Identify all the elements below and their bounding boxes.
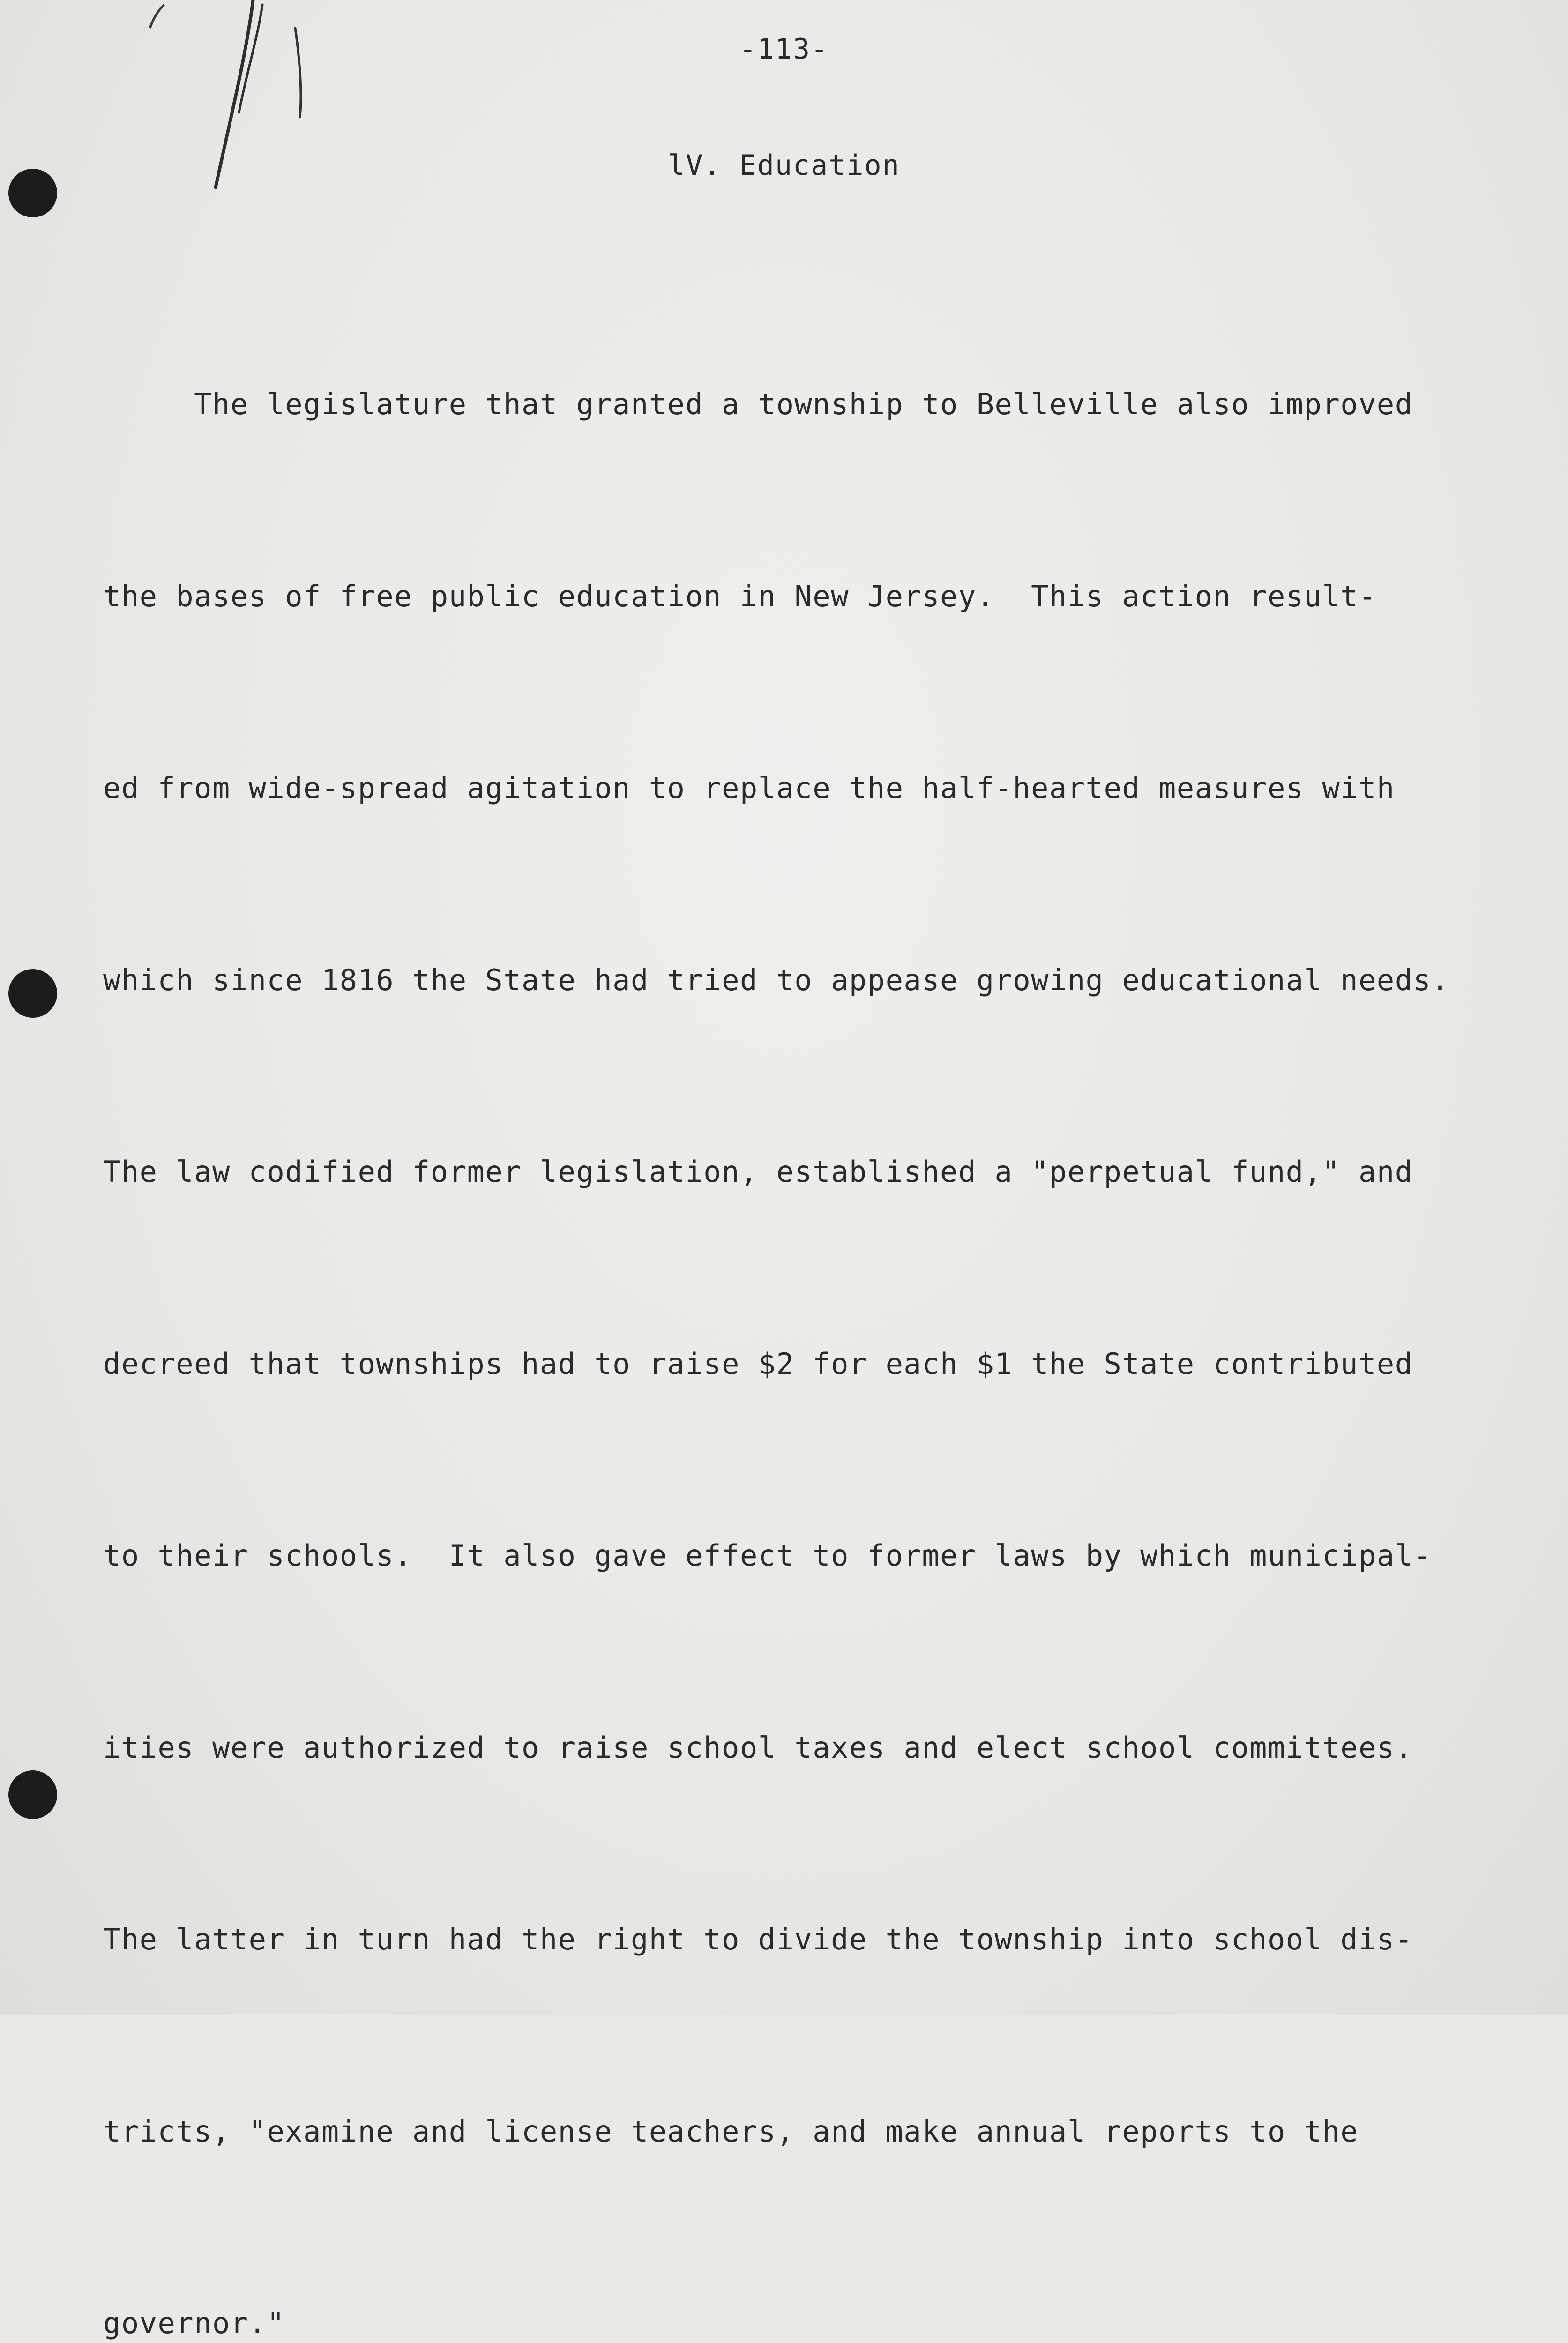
- punch-hole-bottom: [8, 1770, 57, 1819]
- text-line: to their schools. It also gave effect to former laws by which municipal-: [103, 1538, 1432, 1573]
- punch-hole-middle: [8, 969, 57, 1018]
- section-title: lV. Education: [668, 149, 900, 182]
- text-line: which since 1816 the State had tried to appease growing educational needs.: [103, 963, 1450, 997]
- text-line: ities were authorized to raise school taxes and elect school committees.: [103, 1730, 1413, 1765]
- page-number: -113-: [739, 33, 829, 66]
- text-line: tricts, "examine and license teachers, and make annual reports to the: [103, 2114, 1359, 2149]
- text-line: The law codified former legislation, established a "perpetual fund," and: [103, 1155, 1413, 1189]
- text-line: ed from wide-spread agitation to replace the half-hearted measures with: [103, 771, 1395, 805]
- text-line: decreed that townships had to raise $2 for each $1 the State contributed: [103, 1346, 1413, 1381]
- body-text: [103, 245, 1528, 2343]
- text-line: The legislature that granted a township to Belleville also improved: [103, 387, 1413, 421]
- text-line: The latter in turn had the right to divide the township into school dis-: [103, 1922, 1413, 1956]
- text-line: governor.": [103, 2306, 285, 2340]
- text-line: the bases of free public education in New Jersey. This action result-: [103, 579, 1377, 613]
